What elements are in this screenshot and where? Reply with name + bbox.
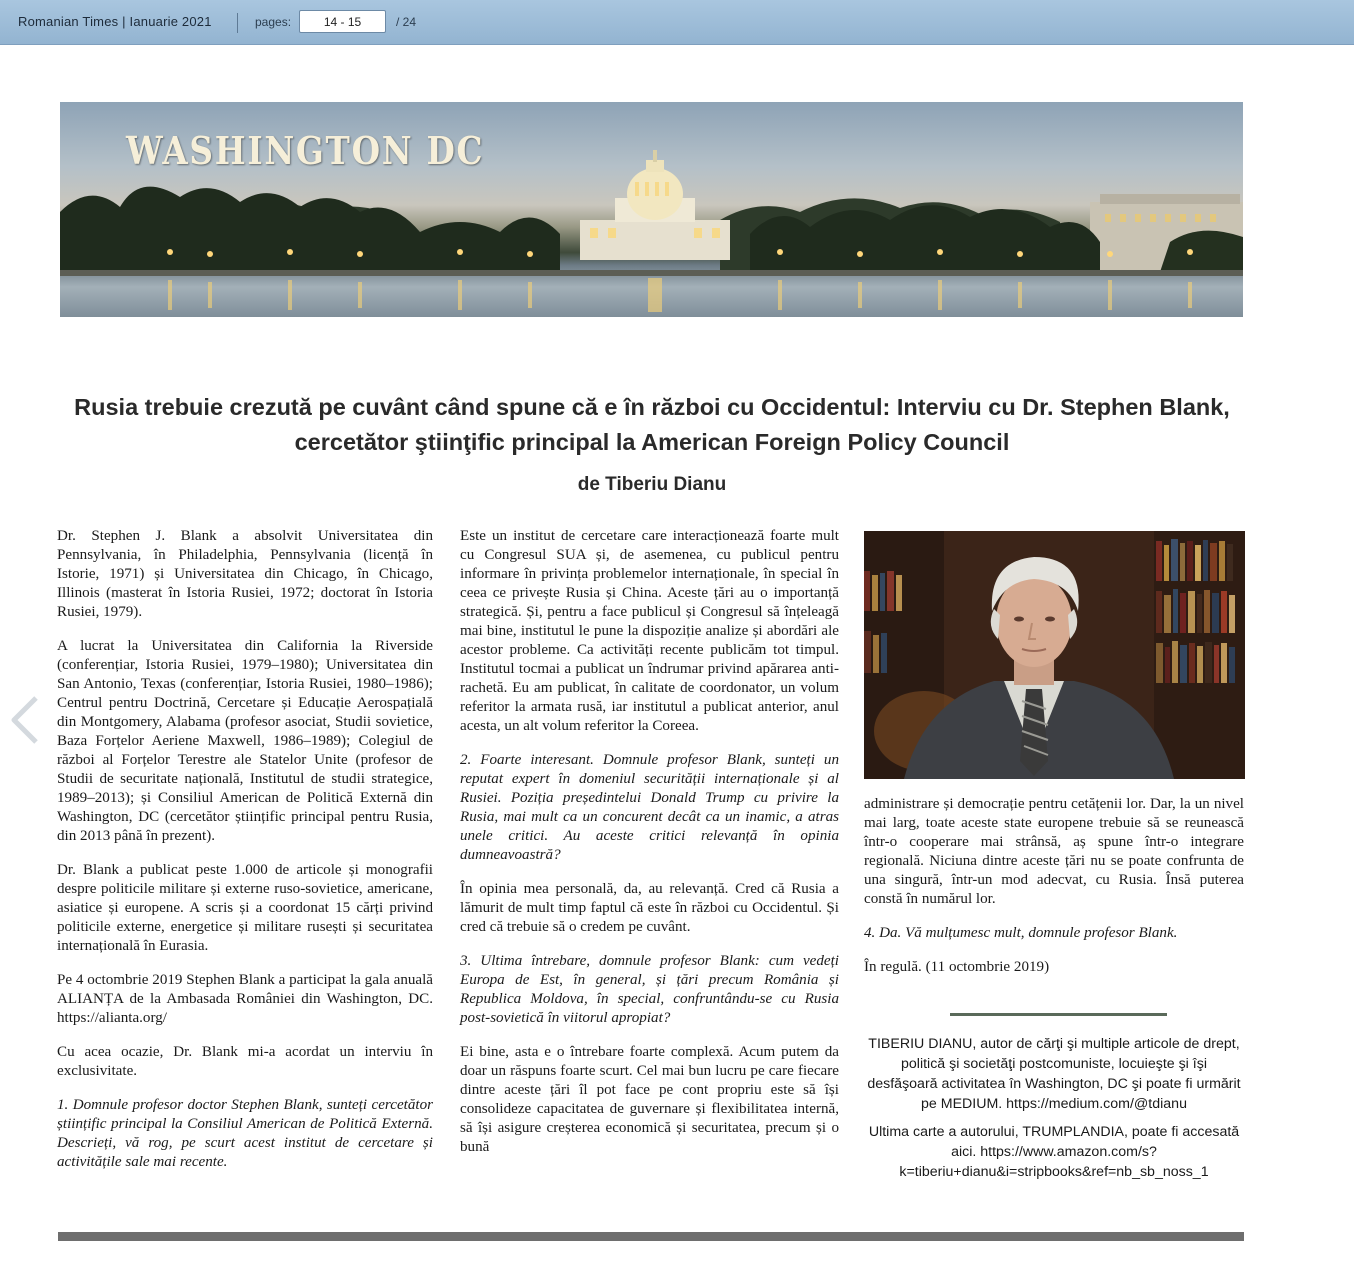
interview-question: 2. Foarte interesant. Domnule profesor Blank, sunteți un reputat expert în domeniul securității internaționale și al Rusiei. Poziția președintelui Donald Trump cu privire la Rusia, mai mult ca un concurent decât ca un inamic, a atras unele critici. Au aceste critici relevanță în opinia dumneavoastră? [460, 752, 839, 863]
article-paragraph: Dr. Stephen J. Blank a absolvit Universitatea din Pennsylvania, în Philadelphia, Pennsylvania (licență în Istorie, 1971) și Universitatea din Chicago, în Chicago, Illinois (masterat în Istoria Rusiei, 1972; doctorat în Istoria Rusiei, 1979). [57, 528, 433, 620]
article-column-1 [57, 527, 433, 1187]
page-number-input[interactable] [299, 10, 386, 33]
pages-label: pages: [255, 15, 292, 29]
banner-title: WASHINGTON DC [126, 128, 485, 173]
author-bio-text: TIBERIU DIANU, autor de cărţi şi multiple articole de drept, politică şi societăţi postcomuniste, locuieşte şi îşi desfăşoară activitatea în Washington, DC şi poate fi urmărit pe MEDIUM. https://medium.com/@tdianu [867, 1036, 1241, 1112]
article-headline [50, 390, 1254, 460]
headline-line-2: cercetător ştiinţific principal la American Foreign Policy Council [294, 429, 1010, 455]
article-column-3 [864, 795, 1244, 992]
previous-page-button[interactable] [8, 694, 42, 746]
article-paragraph: Dr. Blank a publicat peste 1.000 de articole și monografii despre politicile militare și externe ruso-sovietice, americane, asiatice și europene. A scris și a coordonat 15 cărți privind politicile externe, energetice și militare rusești și securitatea internațională în Eurasia. [57, 862, 433, 954]
article-paragraph: Pe 4 octombrie 2019 Stephen Blank a participat la gala anuală ALIANȚA de la Ambasada României din Washington, DC. https://alianta.org/ [57, 972, 433, 1026]
toolbar-divider [237, 13, 238, 33]
article-column-2 [460, 527, 839, 1172]
article-paragraph: În regulă. (11 octombrie 2019) [864, 959, 1050, 975]
headline-line-1: Rusia trebuie crezută pe cuvânt când spune că e în război cu Occidentul: Interviu cu Dr. Stephen Blank, [74, 394, 1230, 420]
page-total: / 24 [396, 15, 417, 29]
article-byline: de Tiberiu Dianu [577, 474, 727, 495]
article-paragraph: În opinia mea personală, da, au relevanță. Cred că Rusia a lămurit de mult timp faptul că este în război cu Occidentul. Și cred că trebuie să o credem pe cuvânt. [460, 881, 839, 935]
article-paragraph: Ei bine, asta e o întrebare foarte complexă. Acum putem da doar un răspuns foarte scurt. Cel mai bun lucru pe care fiecare dintre aceste țări îl pot face pe cont propriu este să își consolideze capacitatea de guvernare și flexibilitatea internă, să își asigure creșterea economică și securitatea, precum și o bună [460, 1044, 839, 1155]
interview-question: 1. Domnule profesor doctor Stephen Blank, sunteți cercetător științific principal la Consiliul American de Politică Externă. Descrieți, vă rog, pe scurt acest institut de cercetare și activitățile sale mai recente. [57, 1097, 433, 1170]
section-banner [60, 102, 1243, 317]
interviewee-photo [864, 531, 1245, 779]
author-bio [864, 1034, 1244, 1190]
article-paragraph: A lucrat la Universitatea din California la Riverside (conferențiar, Istoria Rusiei, 1979–1980); Universitatea din San Antonio, Texas (conferențiar, Istoria Rusiei, 1980–1986); Centrul pentru Doctrină, Cercetare și Educație Aerospațială din Montgomery, Alabama (profesor asociat, Studii sovietice, Baza Forțelor Aeriene Maxwell, 1986–1989); Colegiul de război al Forțelor Terestre ale Statelor Unite (profesor de Studii de securitate națională, Institutul de studii strategice, 1989–2013); și Consiliul American de Politică Externă din Washington, DC (cercetător științific principal pentru Rusia, din 2013 până în prezent). [57, 638, 433, 844]
author-book-text: Ultima carte a autorului, TRUMPLANDIA, poate fi accesată aici. https://www.amazon.com/s?k=tiberiu+dianu&i=stripbooks&ref=nb_sb_noss_1 [868, 1124, 1240, 1180]
publication-title: Romanian Times | Ianuarie 2021 [18, 14, 212, 29]
interview-question: 3. Ultima întrebare, domnule profesor Blank: cum vedeți Europa de Est, în general, și țări precum România și Republica Moldova, în special, confruntându-se cu Rusia post-sovietică în viitorul apropiat? [460, 953, 839, 1026]
bio-divider [950, 1013, 1167, 1016]
article-paragraph: Cu acea ocazie, Dr. Blank mi-a acordat un interviu în exclusivitate. [57, 1044, 433, 1079]
article-paragraph: administrare și democrație pentru cetățenii lor. Dar, la un nivel mai larg, toate aceste state europene trebuie să se reunească într-o cooperare mai strânsă, aș spune într-o integrare regională. Niciuna dintre aceste țări nu se poate confrunta de una singură, într-un mod adecvat, cu Rusia. Însă puterea constă în numărul lor. [864, 796, 1244, 907]
article-paragraph: Este un institut de cercetare care interacționează foarte mult cu Congresul SUA și, de asemenea, cu publicul pentru informare în privința problemelor internaționale, în special în ceea ce privește Rusia și China. Aceste țări au o importanță strategică. Și, pentru a face publicul și Congresul să înțeleagă mai bine, institutul le pune la dispoziție analize și abordări ale acestor probleme. Ca activități recente publicăm tot timpul. Institutul tocmai a publicat un îndrumar privind apărarea anti-rachetă. Eu am publicat, în calitate de coordonator, un volum referitor la armata rusă, iar institutul a publicat anterior, anul acesta, un alt volum referitor la Coreea. [460, 528, 839, 734]
interview-question: 4. Da. Vă mulțumesc mult, domnule profesor Blank. [864, 925, 1178, 941]
viewer-toolbar [0, 0, 1354, 45]
portrait-image [864, 531, 1245, 779]
chevron-left-icon [8, 694, 42, 746]
footer-rule [58, 1232, 1244, 1241]
